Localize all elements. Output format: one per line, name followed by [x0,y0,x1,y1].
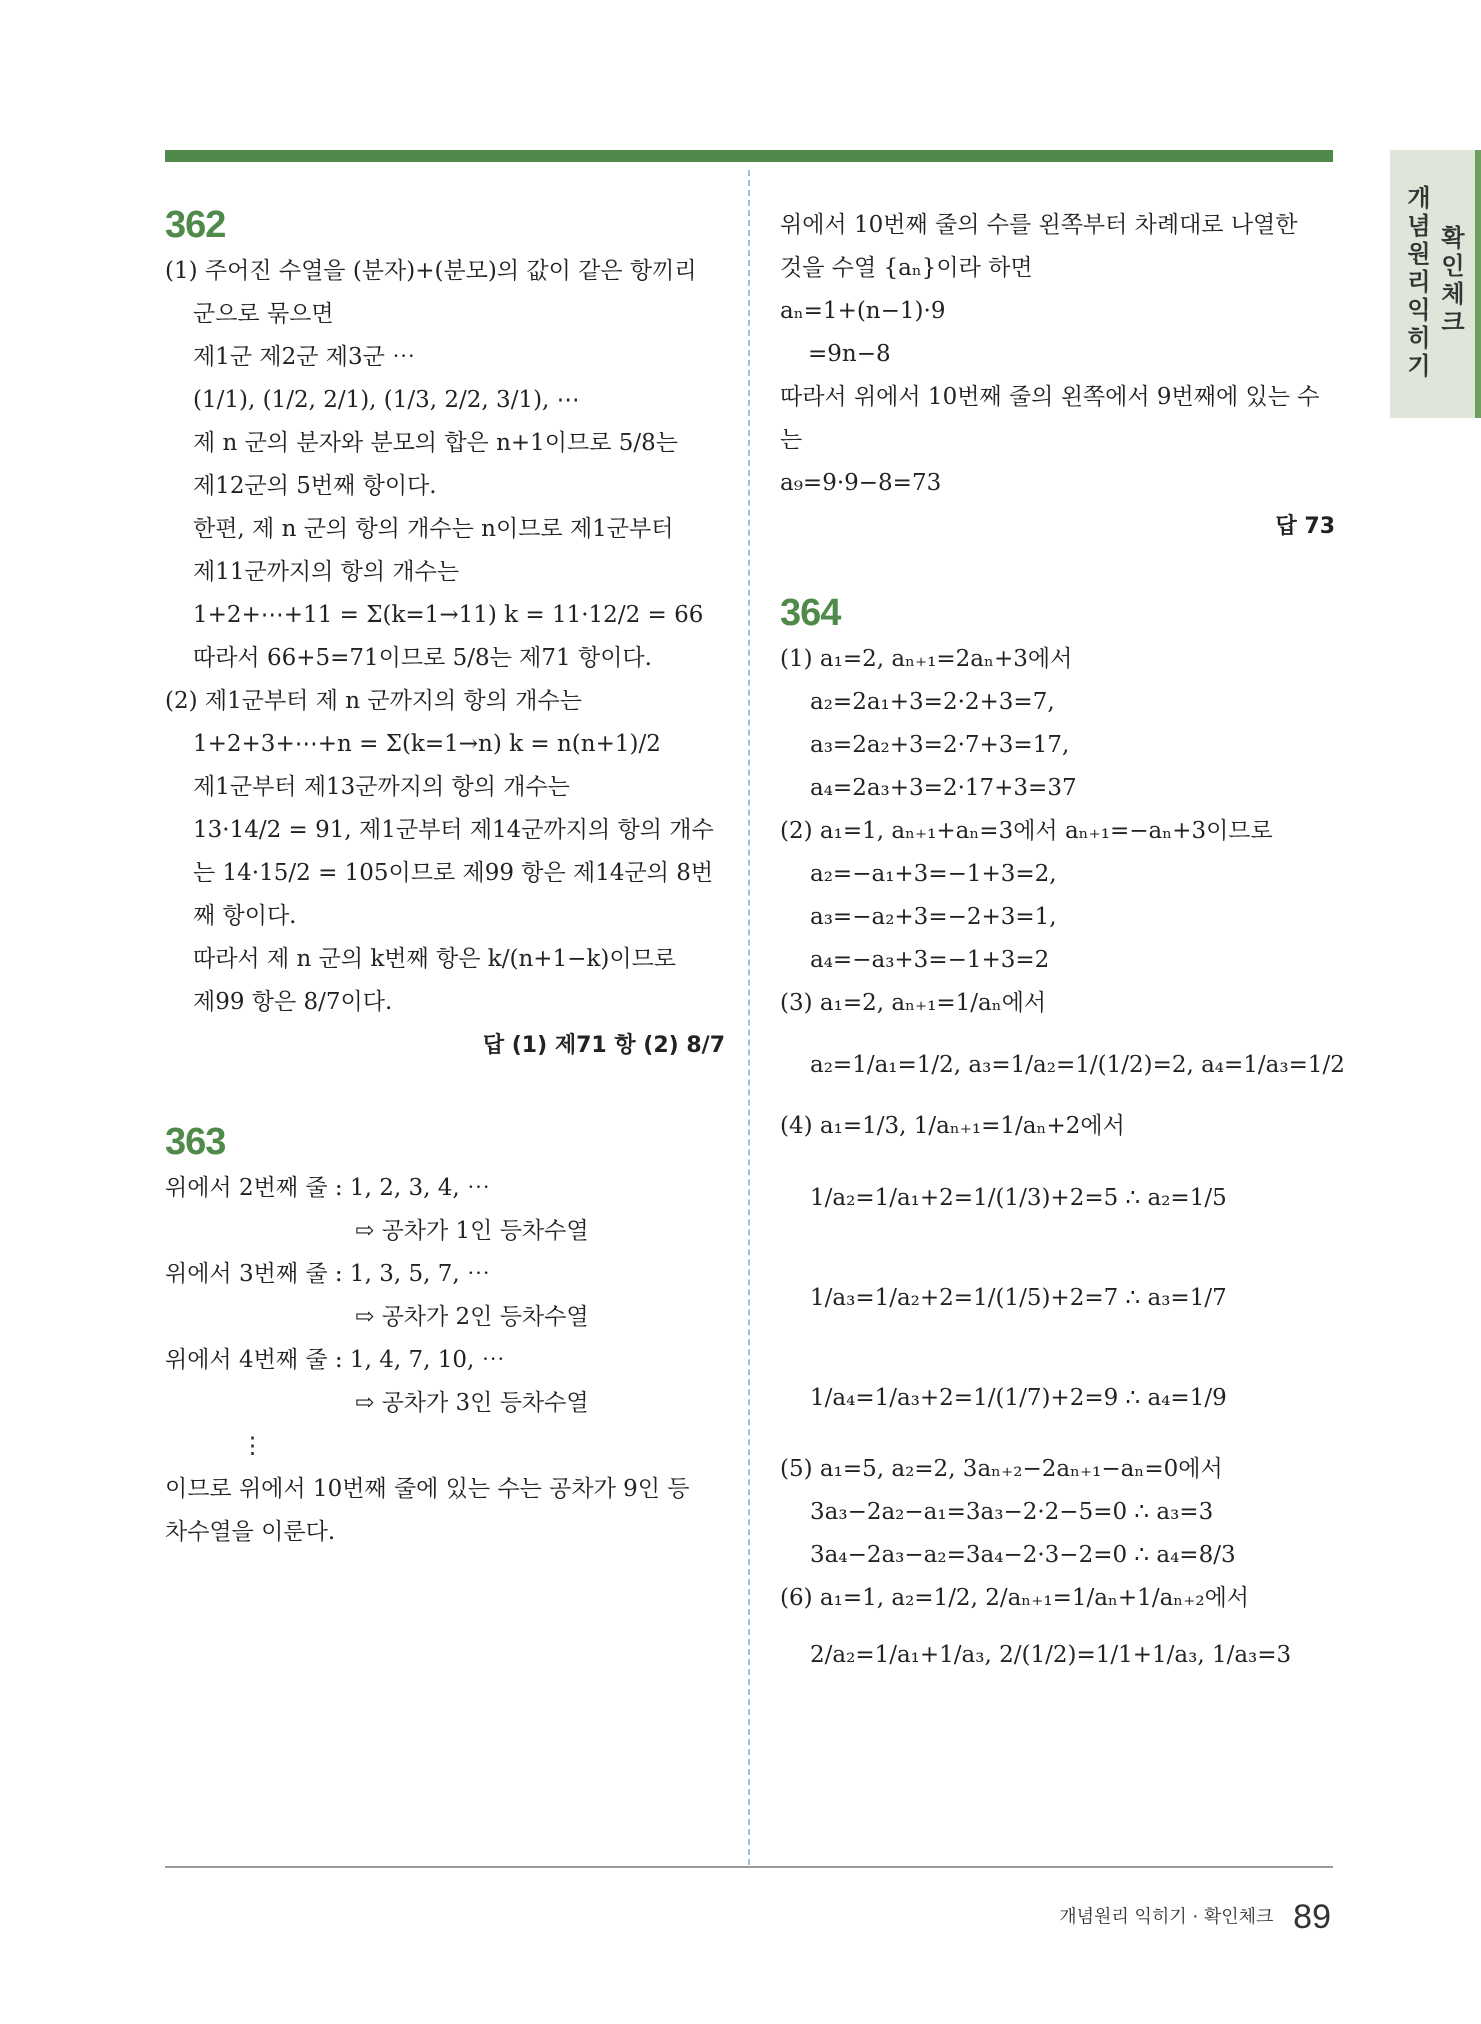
solution-line: (3) a₁=2, aₙ₊₁=1/aₙ에서 [780,990,1047,1016]
solution-line: 위에서 3번째 줄 : 1, 3, 5, 7, ⋯ [165,1261,490,1287]
solution-line: 위에서 4번째 줄 : 1, 4, 7, 10, ⋯ [165,1347,505,1373]
solution-line: a₄=−a₃+3=−1+3=2 [810,947,1050,973]
solution-line: =9n−8 [808,341,891,367]
problem-number-363: 363 [165,1121,226,1163]
solution-line: 1+2+3+⋯+n = Σ(k=1→n) k = n(n+1)/2 [193,731,661,757]
solution-line: (5) a₁=5, a₂=2, 3aₙ₊₂−2aₙ₊₁−aₙ=0에서 [780,1456,1223,1482]
bottom-rule [165,1866,1333,1868]
solution-line: 제12군의 5번째 항이다. [193,473,437,499]
solution-line: 군으로 묶으면 [193,301,334,327]
solution-line: 제11군까지의 항의 개수는 [193,559,460,585]
solution-line: ⇨ 공차가 2인 등차수열 [355,1304,589,1330]
solution-line: ⇨ 공차가 3인 등차수열 [355,1390,589,1416]
solution-line: (4) a₁=1/3, 1/aₙ₊₁=1/aₙ+2에서 [780,1113,1125,1139]
answer-362: 답 (1) 제71 항 (2) 8/7 [482,1033,725,1058]
page-number: 89 [1293,1898,1331,1936]
top-accent-bar [165,150,1333,162]
solution-line: 위에서 2번째 줄 : 1, 2, 3, 4, ⋯ [165,1175,490,1201]
left-column [165,200,725,1554]
solution-line: 1/a₃=1/a₂+2=1/(1/5)+2=7 ∴ a₃=1/7 [810,1285,1227,1311]
solution-line: 한편, 제 n 군의 항의 개수는 n이므로 제1군부터 [193,516,674,542]
solution-line: 1+2+⋯+11 = Σ(k=1→11) k = 11·12/2 = 66 [193,602,704,628]
solution-line: 제 n 군의 분자와 분모의 합은 n+1이므로 5/8는 [193,430,678,456]
side-tab-title: 개념원리 익히기 [1407,184,1431,380]
solution-line: 위에서 10번째 줄의 수를 왼쪽부터 차례대로 나열한 [780,212,1298,238]
solution-line: a₃=2a₂+3=2·7+3=17, [810,732,1070,758]
solution-line: a₂=2a₁+3=2·2+3=7, [810,689,1055,715]
solution-line: 는 14·15/2 = 105이므로 제99 항은 제14군의 8번 [193,860,714,886]
side-tab-subtitle: 확인체크 [1441,224,1465,336]
solution-line: (1) 주어진 수열을 (분자)+(분모)의 값이 같은 항끼리 [165,258,697,284]
problem-number-362: 362 [165,204,226,246]
solution-line: ⇨ 공차가 1인 등차수열 [355,1218,589,1244]
side-tab [1390,150,1481,418]
solution-line: a₃=−a₂+3=−2+3=1, [810,904,1057,930]
solution-line: 1/a₄=1/a₃+2=1/(1/7)+2=9 ∴ a₄=1/9 [810,1385,1227,1411]
solution-line: 것을 수열 {aₙ}이라 하면 [780,255,1033,281]
problem-number-364: 364 [780,592,841,634]
solution-line: 2/a₂=1/a₁+1/a₃, 2/(1/2)=1/1+1/a₃, 1/a₃=3 [810,1642,1292,1668]
solution-line: (1) a₁=2, aₙ₊₁=2aₙ+3에서 [780,646,1073,672]
solution-line: 는 [780,427,803,453]
solution-line: (1/1), (1/2, 2/1), (1/3, 2/2, 3/1), ⋯ [193,387,580,413]
solution-line: 따라서 66+5=71이므로 5/8는 제71 항이다. [193,645,652,671]
solution-line: 제1군 제2군 제3군 ⋯ [193,344,416,370]
solution-line: 째 항이다. [193,903,297,929]
solution-line: 따라서 위에서 10번째 줄의 왼쪽에서 9번째에 있는 수 [780,384,1320,410]
solution-line: 3a₃−2a₂−a₁=3a₃−2·2−5=0 ∴ a₃=3 [810,1499,1214,1525]
page-footer [1059,1898,1331,1937]
solution-line: 13·14/2 = 91, 제1군부터 제14군까지의 항의 개수 [193,817,714,843]
right-column [780,204,1345,1690]
solution-line: 이므로 위에서 10번째 줄에 있는 수는 공차가 9인 등 [165,1476,690,1502]
footer-label: 개념원리 익히기 · 확인체크 [1059,1906,1274,1928]
solution-line: a₂=1/a₁=1/2, a₃=1/a₂=1/(1/2)=2, a₄=1/a₃=1/2 [810,1052,1345,1078]
solution-line: 제1군부터 제13군까지의 항의 개수는 [193,774,570,800]
solution-line: ⋮ [241,1433,264,1459]
solution-line: 따라서 제 n 군의 k번째 항은 k/(n+1−k)이므로 [193,946,677,972]
solution-line: a₂=−a₁+3=−1+3=2, [810,861,1057,887]
solution-line: aₙ=1+(n−1)·9 [780,298,946,324]
solution-line: a₉=9·9−8=73 [780,470,942,496]
solution-line: 제99 항은 8/7이다. [193,989,393,1015]
column-divider [748,170,750,1865]
solution-line: 차수열을 이룬다. [165,1519,336,1545]
solution-line: (2) 제1군부터 제 n 군까지의 항의 개수는 [165,688,582,714]
solution-line: 1/a₂=1/a₁+2=1/(1/3)+2=5 ∴ a₂=1/5 [810,1185,1227,1211]
solution-line: (6) a₁=1, a₂=1/2, 2/aₙ₊₁=1/aₙ+1/aₙ₊₂에서 [780,1585,1250,1611]
solution-line: a₄=2a₃+3=2·17+3=37 [810,775,1077,801]
answer-363: 답 73 [1275,514,1335,539]
solution-line: 3a₄−2a₃−a₂=3a₄−2·3−2=0 ∴ a₄=8/3 [810,1542,1236,1568]
solution-line: (2) a₁=1, aₙ₊₁+aₙ=3에서 aₙ₊₁=−aₙ+3이므로 [780,818,1273,844]
